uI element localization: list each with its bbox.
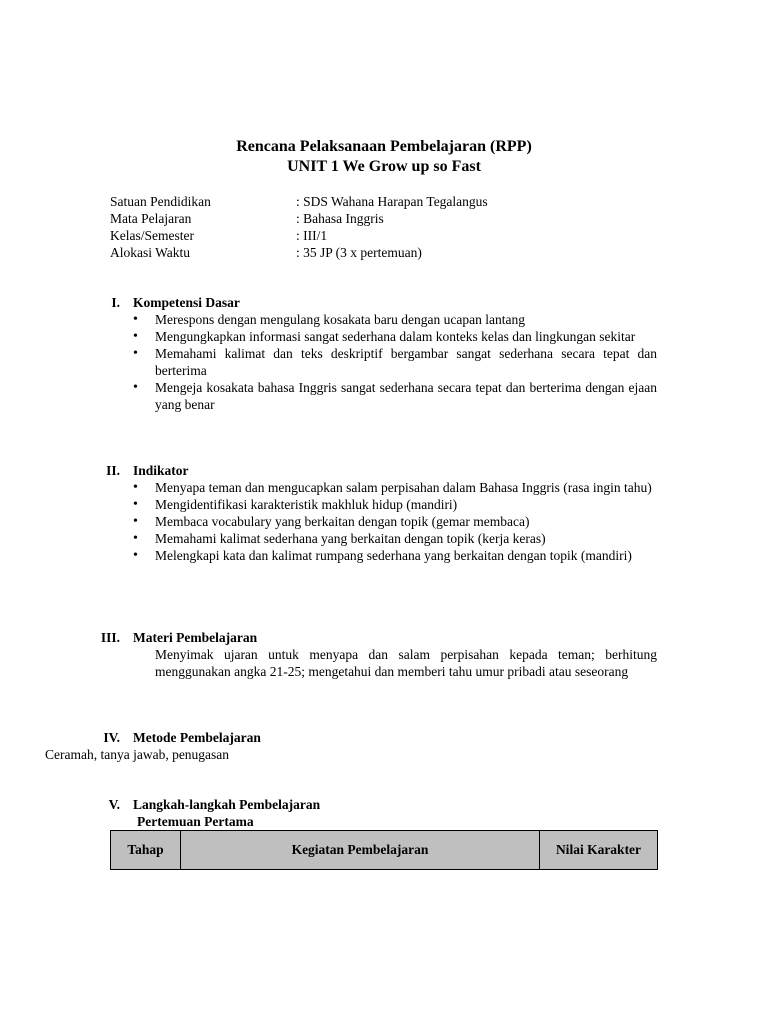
col-header-tahap: Tahap xyxy=(111,831,181,870)
list-item: • Mengeja kosakata bahasa Inggris sangat sederhana secara tepat dan berterima dengan ejaan yang benar xyxy=(133,379,657,413)
section-title: Materi Pembelajaran xyxy=(133,630,258,645)
list-item: • Mengidentifikasi karakteristik makhluk hidup (mandiri) xyxy=(133,496,657,513)
info-value: : 35 JP (3 x pertemuan) xyxy=(296,245,422,260)
section-title: Kompetensi Dasar xyxy=(133,295,240,310)
list-item: • Menyapa teman dan mengucapkan salam perpisahan dalam Bahasa Inggris (rasa ingin tahu) xyxy=(133,479,657,496)
section-number: I. xyxy=(111,295,120,310)
document-title: Rencana Pelaksanaan Pembelajaran (RPP) xyxy=(236,138,532,155)
section-number: III. xyxy=(100,630,120,645)
indikator-list xyxy=(133,479,657,564)
section-title: Indikator xyxy=(133,463,189,478)
kompetensi-list xyxy=(133,311,657,413)
list-item: • Memahami kalimat dan teks deskriptif bergambar sangat sederhana secara tepat dan berterima xyxy=(133,345,657,379)
info-label: Satuan Pendidikan xyxy=(110,194,211,209)
document-subtitle: UNIT 1 We Grow up so Fast xyxy=(287,158,481,175)
info-value: : Bahasa Inggris xyxy=(296,211,384,226)
info-row-satuan xyxy=(110,193,670,210)
section-heading-materi xyxy=(0,629,768,646)
section-heading-langkah xyxy=(0,796,768,813)
list-item: • Mengungkapkan informasi sangat sederhana dalam konteks kelas dan lingkungan sekitar xyxy=(133,328,657,345)
section-heading-kompetensi xyxy=(0,294,768,311)
info-label: Kelas/Semester xyxy=(110,228,194,243)
list-item: • Membaca vocabulary yang berkaitan dengan topik (gemar membaca) xyxy=(133,513,657,530)
info-row-mapel xyxy=(110,210,670,227)
subheading-pertemuan: Pertemuan Pertama xyxy=(137,814,254,829)
list-item: • Melengkapi kata dan kalimat rumpang sederhana yang berkaitan dengan topik (mandiri) xyxy=(133,547,657,564)
info-value: : SDS Wahana Harapan Tegalangus xyxy=(296,194,488,209)
list-item: • Memahami kalimat sederhana yang berkaitan dengan topik (kerja keras) xyxy=(133,530,657,547)
info-row-kelas xyxy=(110,227,670,244)
info-label: Mata Pelajaran xyxy=(110,211,192,226)
section-heading-metode xyxy=(0,729,768,746)
section-number: V. xyxy=(108,797,120,812)
section-number: IV. xyxy=(103,730,120,745)
section-number: II. xyxy=(106,463,120,478)
metode-body: Ceramah, tanya jawab, penugasan xyxy=(45,747,230,762)
col-header-kegiatan: Kegiatan Pembelajaran xyxy=(181,831,540,870)
table-header-row xyxy=(111,831,658,870)
info-value: : III/1 xyxy=(296,228,328,243)
materi-body: Menyimak ujaran untuk menyapa dan salam perpisahan kepada teman; berhitung menggunakan angka 21-25; mengetahui dan memberi tahu umur pribadi atau seseorang xyxy=(155,647,657,679)
info-row-alokasi xyxy=(110,244,670,261)
list-item: • Merespons dengan mengulang kosakata baru dengan ucapan lantang xyxy=(133,311,657,328)
section-title: Langkah-langkah Pembelajaran xyxy=(133,797,321,812)
col-header-nilai: Nilai Karakter xyxy=(540,831,658,870)
info-label: Alokasi Waktu xyxy=(110,245,191,260)
section-heading-indikator xyxy=(0,462,768,479)
steps-table xyxy=(110,830,658,870)
section-title: Metode Pembelajaran xyxy=(133,730,261,745)
